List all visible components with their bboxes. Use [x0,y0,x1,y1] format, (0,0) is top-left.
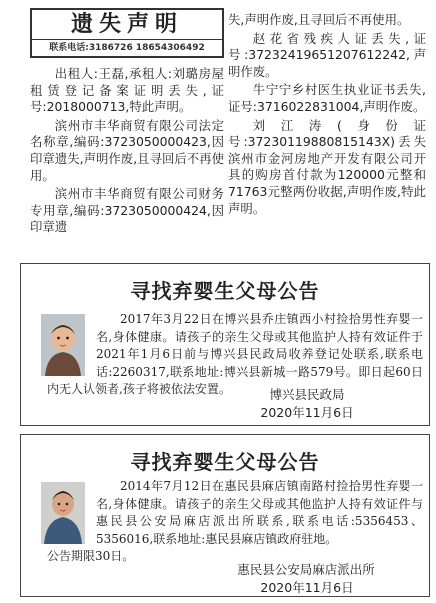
infant-notice-box [20,434,430,597]
lost-notices-section [0,0,436,256]
infant-notice-title: 寻找弃婴生父母公告 [130,279,320,303]
lost-notice-item: 牛宁宁乡村医生执业证书丢失,证号:371602283100​4,声明作废。 [228,82,426,114]
infant-notice-issuer: 惠民县公安局麻店派出所 [237,562,375,577]
lost-notice-item: 滨州市丰华商贸有限公司财务专用章,编码:3723050000424,因印章遗 [30,186,224,235]
infant-notice-date: 2020年11月6日 [260,580,354,595]
lost-notices-right-column [228,10,426,217]
lost-notice-item: 刘江涛(身份证号:37230119880815143X)丢失滨州市金河房地产开发有限公司开具的购房首付款为120000元整和71763元整两份收据,声明作废,特此声明。 [228,117,426,216]
infant-notice-body [47,478,423,566]
lost-notice-item: 赵花省残疾人证丢失,证号:37232419651207612242,声明作废。 [228,30,426,79]
lost-notice-item: 出租人:王磊,承租人:刘璐房屋租赁登记备案证明丢失,证号:2018000713,特此声明。 [30,66,224,115]
infant-notice-text: 2014年7月12日在惠民县麻店镇南路村捡拾男性弃婴一名,身体健康。请孩子的亲生父母或其他监护人持有效证件与惠民县公安局麻店派出所联系,联系电话:5356453、5356016,联系地址:惠民县麻店镇政府驻地。 [96,479,423,546]
lost-notice-contact: 联系电话:3186726 18654306492 [49,43,205,53]
lost-notice-item: 滨州市丰华商贸有限公司法定名称章,编码:3723050000423,因印章遗失,声明作废,且寻回后不再使用。 [30,117,224,183]
lost-notices-left-column [30,8,224,236]
infant-notice-text: 2017年3月22日在博兴县乔庄镇西小村捡拾男性弃婴一名,身体健康。请孩子的亲生父母或其他监护人持有效证件于2021年1月6日前与博兴县民政局收养登记处联系,联系电话:2260317,联系地址:博兴县新城一路579号。即日起60日内无人认领者,孩子将被依法安置。 [47,312,423,396]
infant-notice-title: 寻找弃婴生父母公告 [130,450,320,474]
lost-notice-header [30,8,224,58]
infant-notice-box [20,263,430,426]
lost-notice-item-continued: 失,声明作废,且寻回后不再使用。 [228,12,410,27]
infant-notice-date: 2020年11月6日 [260,405,354,420]
infant-notice-issuer: 博兴县民政局 [269,387,345,402]
infant-notice-term: 公告期限30日。 [47,549,135,563]
lost-notice-title: 遗失声明 [32,10,222,40]
